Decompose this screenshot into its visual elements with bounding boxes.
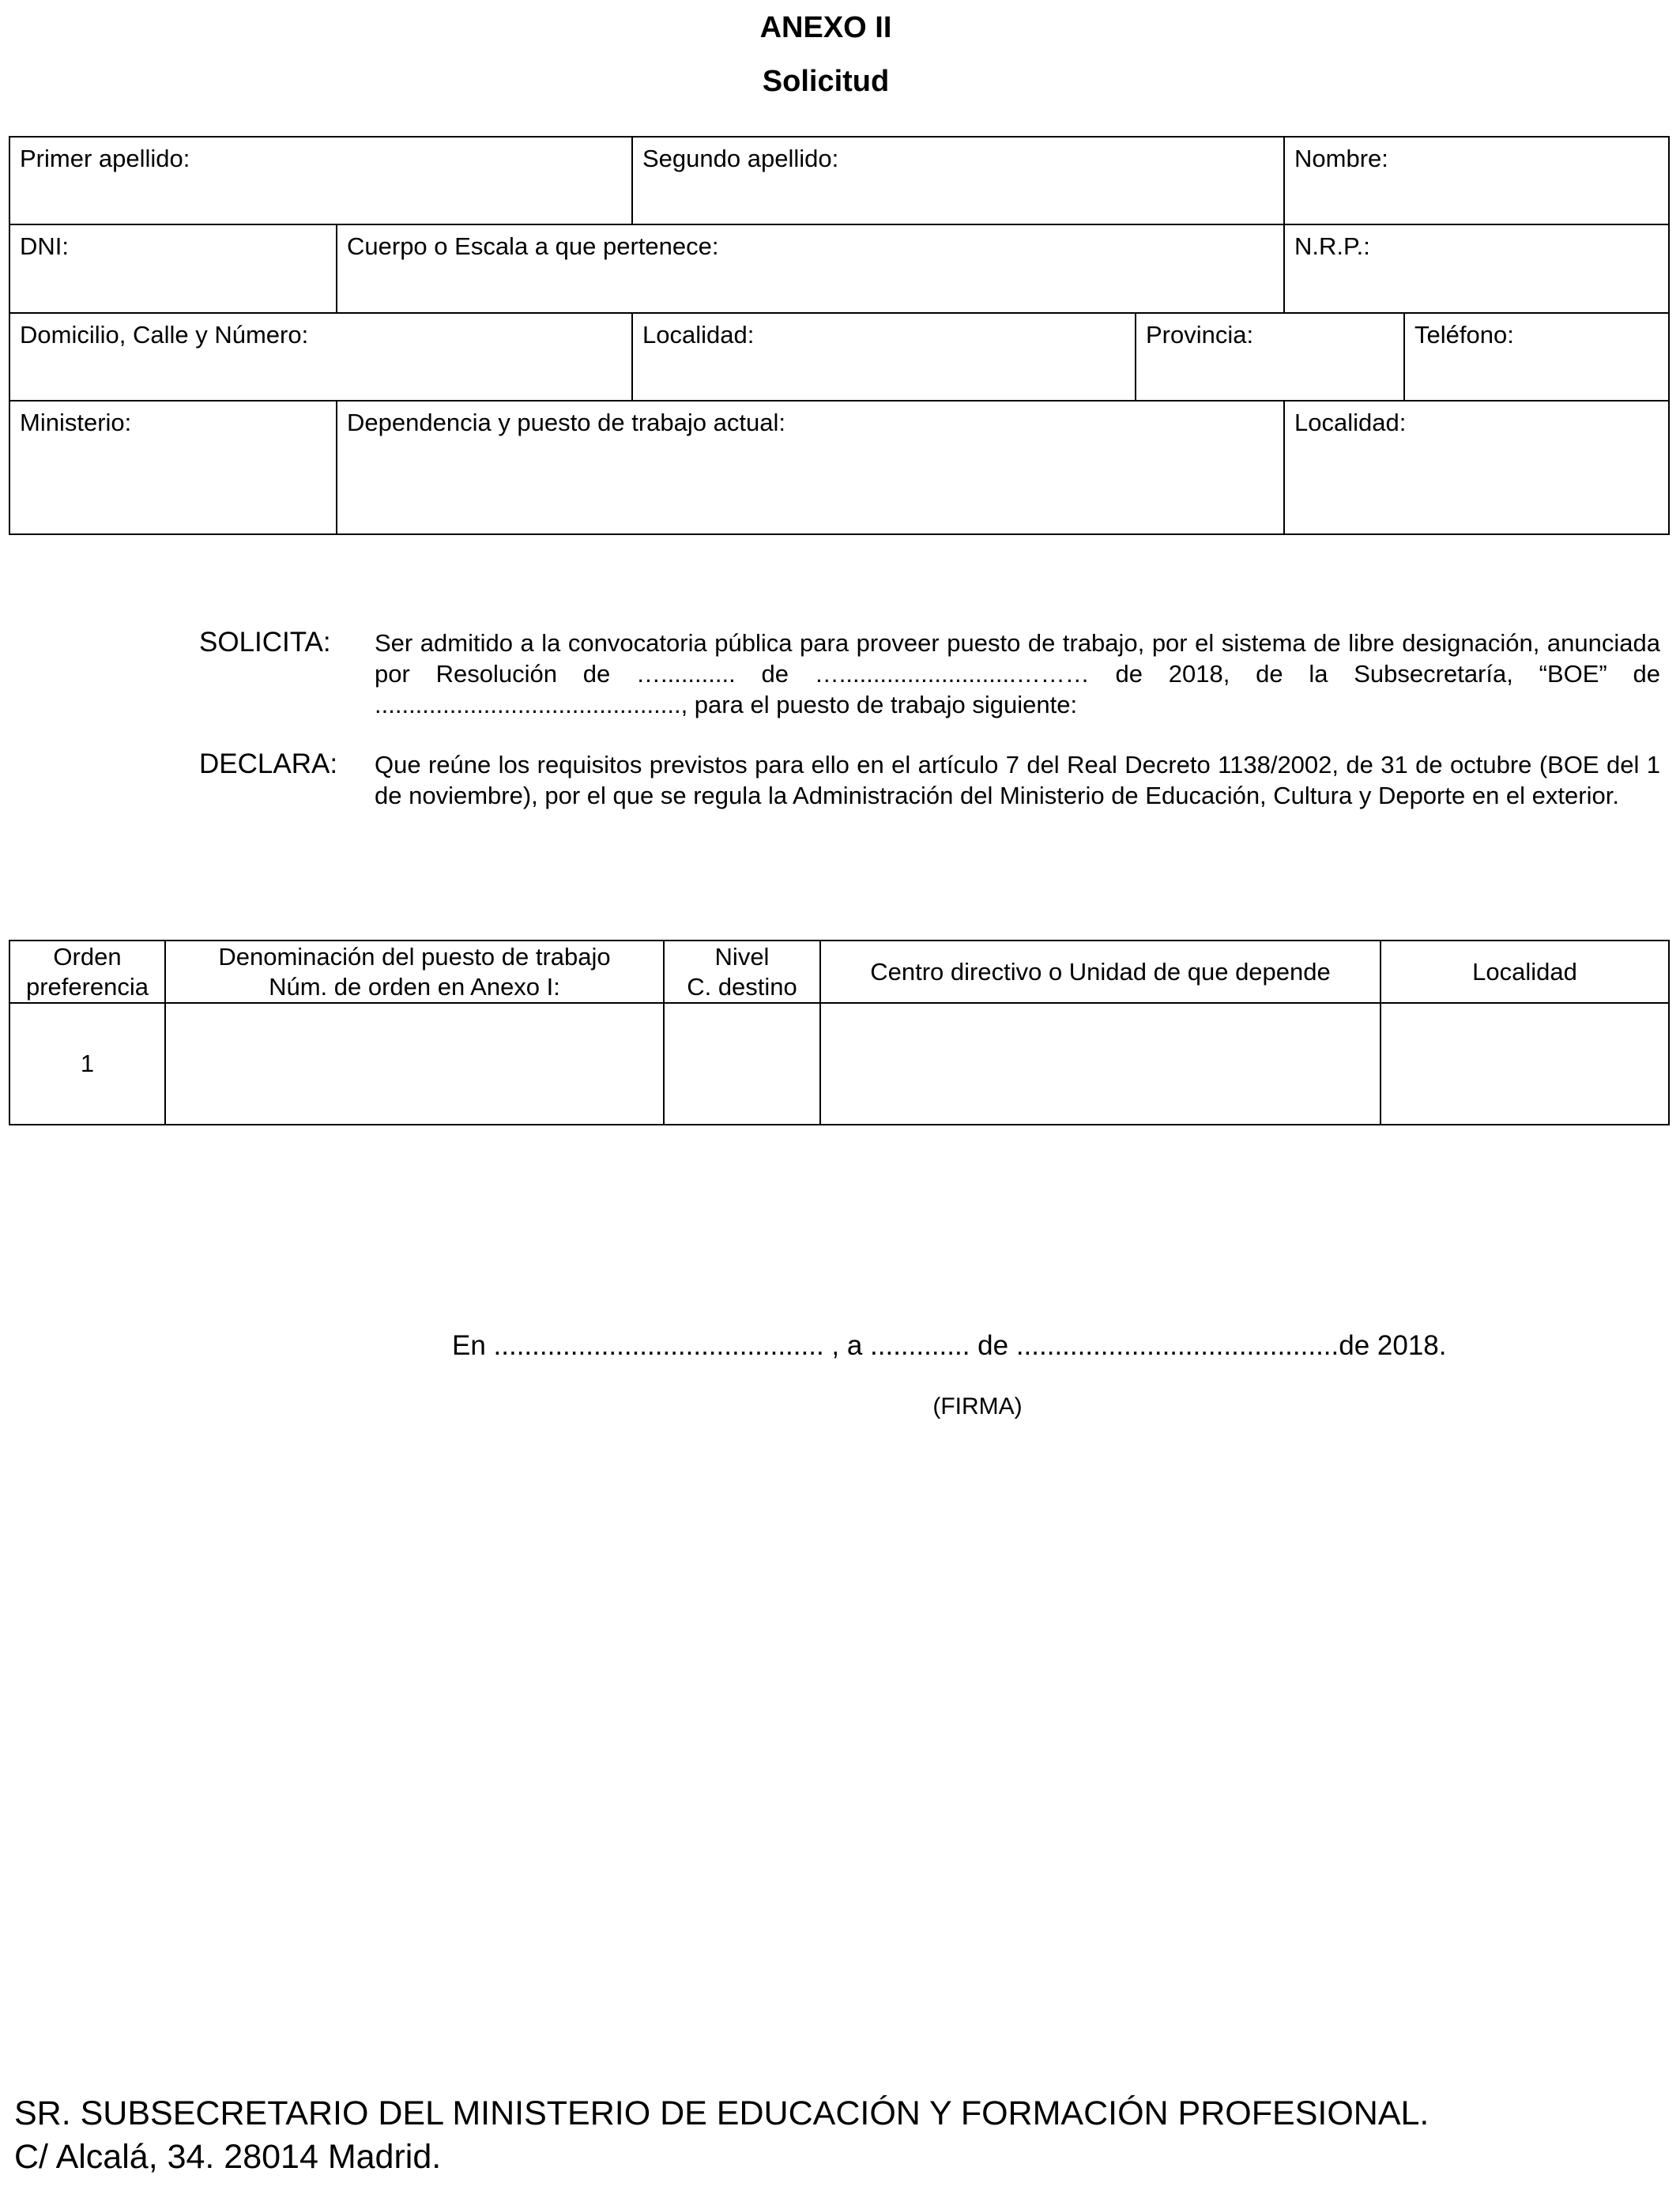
telefono-label: Teléfono:	[1414, 321, 1514, 349]
cuerpo-label: Cuerpo o Escala a que pertenece:	[347, 232, 719, 260]
primer-apellido-field[interactable]	[9, 137, 632, 224]
annex-title: ANEXO II	[759, 11, 892, 44]
header-orden	[9, 941, 165, 1003]
cell-localidad[interactable]	[1381, 1003, 1669, 1125]
nombre-field[interactable]	[1284, 137, 1669, 224]
declara-text: Que reúne los requisitos previstos para ello en el artículo 7 del Real Decreto 1138/2002, de 31 de octubre (BOE del 1 de noviembre), por el que se regula la Administración del Ministerio de Educación, Cultura y Deporte en el exterior.	[375, 751, 1660, 809]
nrp-label: N.R.P.:	[1294, 232, 1370, 260]
primer-apellido-label: Primer apellido:	[20, 145, 190, 172]
nombre-label: Nombre:	[1294, 145, 1388, 172]
segundo-apellido-label: Segundo apellido:	[642, 145, 839, 172]
header-nivel-line1: Nivel	[714, 943, 770, 971]
cell-centro[interactable]	[820, 1003, 1381, 1125]
cell-orden: 1	[9, 1003, 165, 1125]
personal-data-form	[9, 136, 1670, 535]
place-date-line: En ........................................... , a ............. de ..........................................de 2018.	[452, 1330, 1447, 1361]
domicilio-field[interactable]	[9, 313, 632, 401]
cell-nivel[interactable]	[664, 1003, 820, 1125]
puestos-table	[9, 940, 1670, 1125]
dependencia-label: Dependencia y puesto de trabajo actual:	[347, 409, 785, 436]
table-row	[9, 1003, 1669, 1125]
provincia-label: Provincia:	[1146, 321, 1254, 349]
cell-denominacion[interactable]	[165, 1003, 664, 1125]
header-denominacion	[165, 941, 664, 1003]
header-localidad: Localidad	[1381, 941, 1669, 1003]
header-orden-line1: Orden	[53, 943, 122, 971]
solicita-text: Ser admitido a la convocatoria pública para proveer puesto de trabajo, por el sistema de libre designación, anunciada por Resolución de …........... de …..........................……… de 2018, de la Subsecretaría, “BOE” de ............................................., para el puesto de trabajo siguiente:	[375, 629, 1660, 718]
dependencia-field[interactable]	[337, 401, 1284, 534]
localidad-field[interactable]	[632, 313, 1136, 401]
localidad-2-field[interactable]	[1284, 401, 1669, 534]
header-centro: Centro directivo o Unidad de que depende	[820, 941, 1381, 1003]
header-denominacion-line1: Denominación del puesto de trabajo	[218, 943, 611, 971]
address: C/ Alcalá, 34. 28014 Madrid.	[14, 2138, 442, 2176]
document-title: Solicitud	[762, 65, 890, 98]
table-header-row	[9, 941, 1669, 1003]
cuerpo-field[interactable]	[337, 224, 1284, 313]
domicilio-label: Domicilio, Calle y Número:	[20, 321, 309, 349]
localidad-2-label: Localidad:	[1294, 409, 1407, 436]
addressee: SR. SUBSECRETARIO DEL MINISTERIO DE EDUCACIÓN Y FORMACIÓN PROFESIONAL.	[14, 2094, 1430, 2132]
header-nivel-line2: C. destino	[687, 972, 797, 1001]
dni-label: DNI:	[20, 232, 69, 260]
ministerio-field[interactable]	[9, 401, 337, 534]
dni-field[interactable]	[9, 224, 337, 313]
solicita-label: SOLICITA:	[199, 627, 331, 658]
header-orden-line2: preferencia	[25, 972, 149, 1001]
telefono-field[interactable]	[1404, 313, 1669, 401]
provincia-field[interactable]	[1136, 313, 1404, 401]
header-denominacion-line2: Núm. de orden en Anexo I:	[269, 972, 560, 1001]
localidad-label: Localidad:	[642, 321, 755, 349]
nrp-field[interactable]	[1284, 224, 1669, 313]
signature-label: (FIRMA)	[932, 1393, 1023, 1419]
declara-label: DECLARA:	[199, 748, 338, 779]
ministerio-label: Ministerio:	[20, 409, 132, 436]
header-nivel	[664, 941, 820, 1003]
segundo-apellido-field[interactable]	[632, 137, 1284, 224]
